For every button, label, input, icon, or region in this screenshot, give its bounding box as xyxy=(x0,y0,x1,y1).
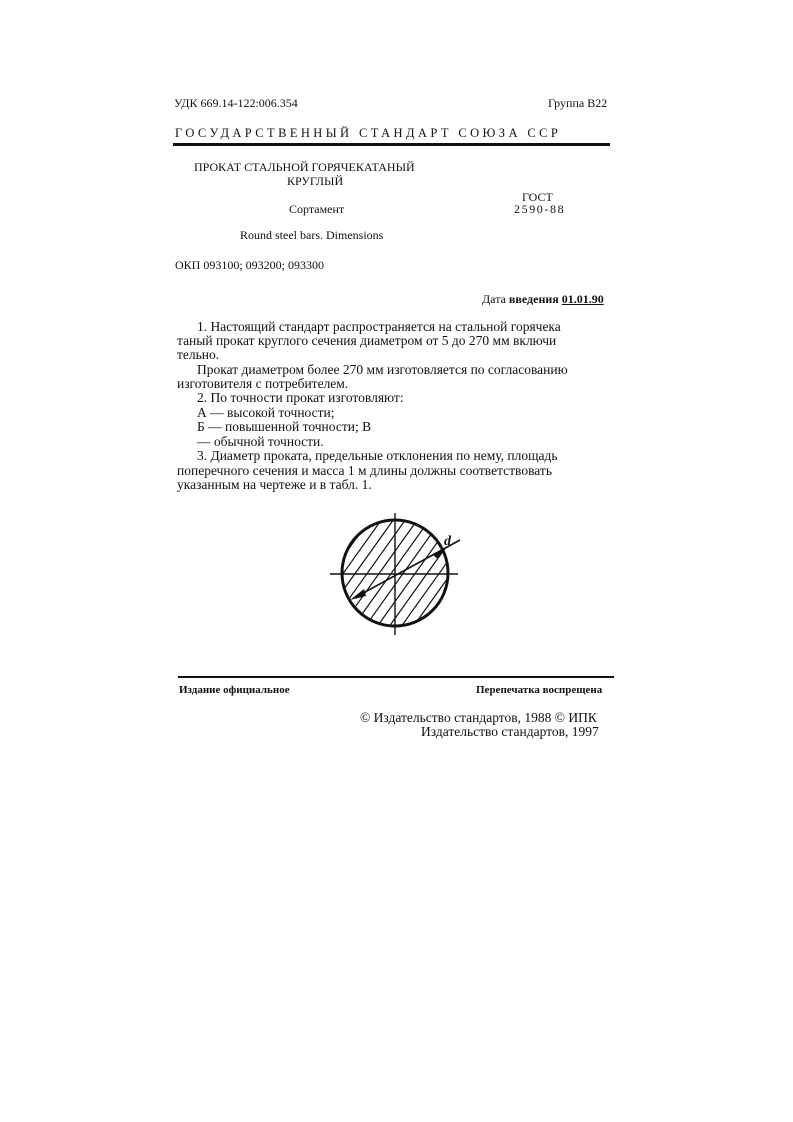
paragraph-line: Б — повышенной точности; В xyxy=(197,419,372,434)
gost-number: 2590-88 xyxy=(514,202,566,216)
udk-code: УДК 669.14-122:006.354 xyxy=(174,96,298,110)
okp-codes: ОКП 093100; 093200; 093300 xyxy=(175,258,325,272)
paragraph-line: тельно. xyxy=(177,347,220,362)
header-rule xyxy=(173,143,610,146)
paragraph-line: А — высокой точности; xyxy=(197,405,335,420)
paragraph-line: 1. Настоящий стандарт распространяется на стальной горячека xyxy=(197,319,561,334)
copyright-line-2: Издательство стандартов, 1997 xyxy=(421,724,599,739)
footer-official-edition: Издание официальное xyxy=(179,684,290,696)
round-bar-section-drawing xyxy=(320,505,470,640)
footer-reprint-prohibited: Перепечатка воспрещена xyxy=(476,684,603,696)
introduction-date-label: введения xyxy=(508,292,559,306)
title-line-2: КРУГЛЫЙ xyxy=(287,174,344,188)
copyright-line-1: © Издательство стандартов, 1988 © ИПК xyxy=(360,710,597,725)
gost-label: ГОСТ xyxy=(522,190,553,204)
paragraph-line: поперечного сечения и масса 1 м длины должны соответствовать xyxy=(177,463,552,478)
footer-rule xyxy=(178,676,614,678)
introduction-date-value: 01.01.90 xyxy=(561,292,604,306)
introduction-date xyxy=(482,292,604,307)
paragraph-line: указанным на чертеже и в табл. 1. xyxy=(177,477,372,492)
state-standard-line: ГОСУДАРСТВЕННЫЙ СТАНДАРТ СОЮЗА ССР xyxy=(175,126,562,140)
group-code: Группа В22 xyxy=(548,96,608,110)
introduction-date-prefix: Дата xyxy=(482,292,506,306)
paragraph-line: 2. По точности прокат изготовляют: xyxy=(197,390,404,405)
title-english: Round steel bars. Dimensions xyxy=(240,228,384,242)
paragraph-line: Прокат диаметром более 270 мм изготовляется по согласованию xyxy=(197,362,568,377)
title-line-1: ПРОКАТ СТАЛЬНОЙ ГОРЯЧЕКАТАНЫЙ xyxy=(194,160,415,174)
paragraph-line: — обычной точности. xyxy=(197,434,324,449)
paragraph-line: 3. Диаметр проката, предельные отклонения по нему, площадь xyxy=(197,448,558,463)
diameter-label: d xyxy=(444,534,451,549)
paragraph-line: изготовителя с потребителем. xyxy=(177,376,349,391)
title-subtitle: Сортамент xyxy=(289,202,345,216)
paragraph-line: таный прокат круглого сечения диаметром от 5 до 270 мм включи xyxy=(177,333,557,348)
